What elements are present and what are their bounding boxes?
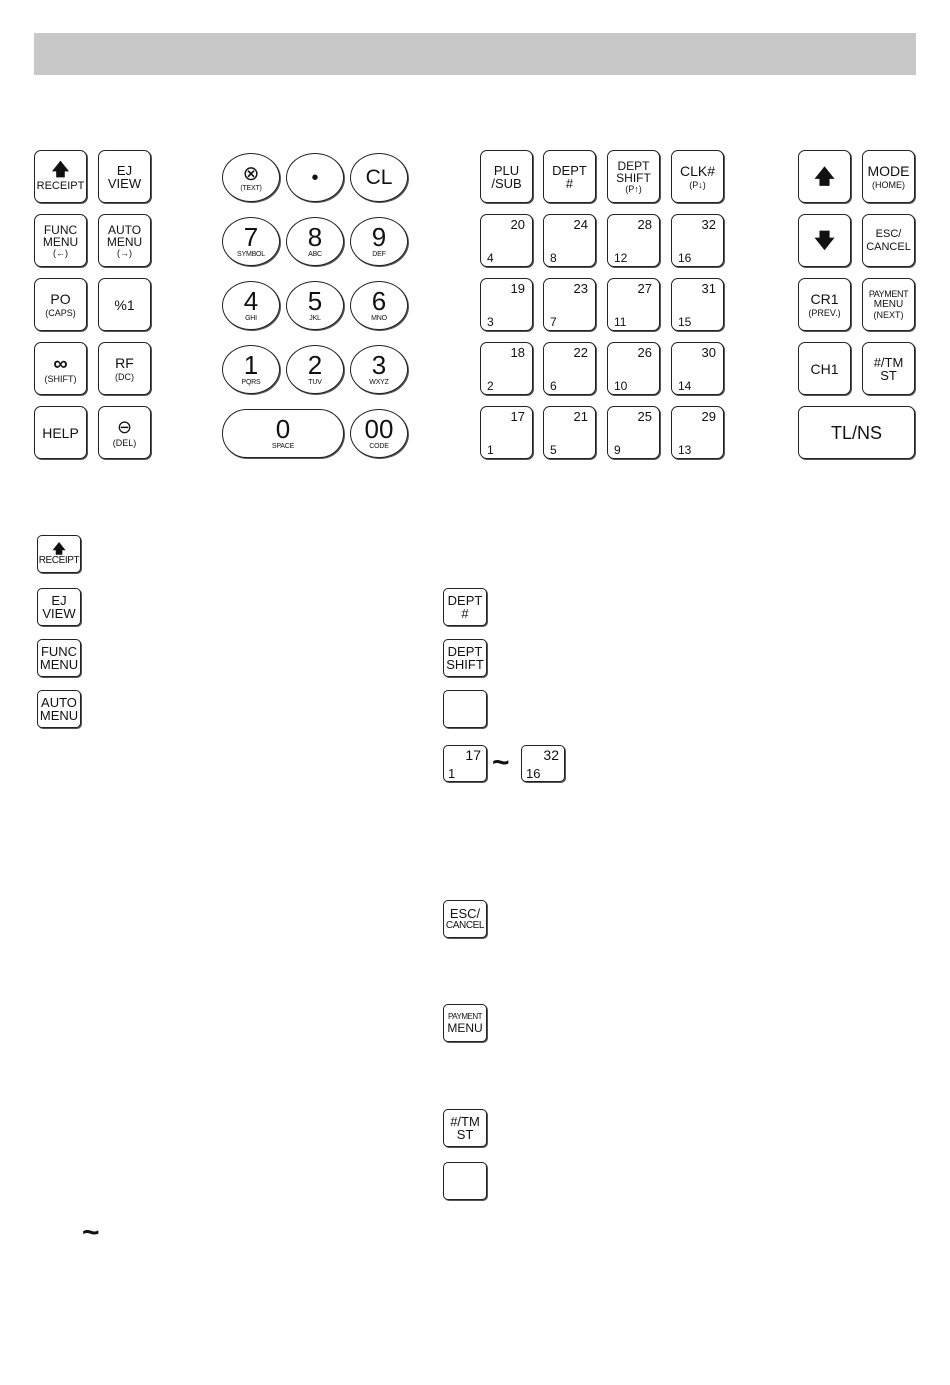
key-sublabel: (DC) <box>115 371 134 382</box>
up-arrow-icon: 🡅 <box>51 160 70 179</box>
dept-lower-number: 14 <box>678 379 692 393</box>
circled-x-icon: ⊗ <box>242 162 260 185</box>
key-label: SHIFT <box>616 170 651 185</box>
key-2[interactable] <box>286 345 344 394</box>
minus-circle-icon: ⊖ <box>116 416 133 437</box>
key-sublabel: (P↑) <box>625 183 642 194</box>
up-arrow-icon: 🡅 <box>814 165 835 188</box>
header-bar <box>34 33 916 75</box>
legend-ej-view-key <box>37 588 81 626</box>
dept-upper-number: 27 <box>637 281 652 296</box>
key-label: CH1 <box>810 360 839 377</box>
legend-dept-key-first <box>443 745 487 782</box>
key-label: MODE <box>867 162 910 179</box>
dept-lower-number: 5 <box>550 443 557 457</box>
key-digit: 0 <box>275 414 291 445</box>
key-label: RECEIPT <box>36 180 85 192</box>
legend-auto-menu-key <box>37 690 81 728</box>
dept-shift-key[interactable] <box>607 150 660 203</box>
func-menu-key[interactable] <box>34 214 87 267</box>
key-label: AUTO <box>107 222 142 237</box>
key-00[interactable] <box>350 409 408 458</box>
dept-lower-number: 13 <box>678 443 692 457</box>
rf-key[interactable] <box>98 342 151 395</box>
key-sublabel: ABC <box>308 250 322 258</box>
dept-key[interactable] <box>671 342 724 395</box>
key-label: VIEW <box>42 606 76 621</box>
receipt-key[interactable] <box>34 150 87 203</box>
po-key[interactable] <box>34 278 87 331</box>
key-label: CANCEL <box>445 920 485 931</box>
legend-tilde: ~ <box>82 1216 100 1249</box>
key-5[interactable] <box>286 281 344 330</box>
key-label: VIEW <box>107 175 142 191</box>
key-label: PAYMENT <box>448 1011 482 1021</box>
dept-lower-number: 3 <box>487 315 494 329</box>
key-label: # <box>565 175 574 191</box>
dept-key[interactable] <box>480 214 533 267</box>
key-label: ST <box>456 1127 474 1142</box>
tm-st-key[interactable] <box>862 342 915 395</box>
dept-upper-number: 30 <box>701 345 716 360</box>
key-label: FUNC <box>40 644 78 659</box>
dept-key[interactable] <box>480 342 533 395</box>
minus-key[interactable] <box>98 406 151 459</box>
dept-upper-number: 18 <box>510 345 525 360</box>
dept-num-key[interactable] <box>543 150 596 203</box>
dept-upper-number: 24 <box>573 217 588 232</box>
dept-upper-number: 32 <box>543 747 559 763</box>
key-label: CR1 <box>810 290 839 307</box>
dept-key[interactable] <box>543 406 596 459</box>
key-sublabel: (DEL) <box>112 437 137 448</box>
dept-upper-number: 29 <box>701 409 716 424</box>
key-sublabel: (CAPS) <box>45 307 76 318</box>
dept-lower-number: 1 <box>448 766 456 781</box>
key-digit: 8 <box>307 222 323 253</box>
dept-lower-number: 8 <box>550 251 557 265</box>
key-label: MENU <box>873 298 904 310</box>
dept-key[interactable] <box>671 214 724 267</box>
dept-key[interactable] <box>607 214 660 267</box>
dept-upper-number: 31 <box>701 281 716 296</box>
key-digit: 5 <box>307 286 323 317</box>
key-label: MENU <box>106 234 143 249</box>
legend-blank-key <box>443 690 487 728</box>
ej-view-key[interactable] <box>98 150 151 203</box>
key-label: SHIFT <box>446 657 484 672</box>
down-arrow-icon: 🡇 <box>814 229 835 252</box>
key-label: #/TM <box>450 1114 480 1129</box>
key-sublabel: (PREV.) <box>808 307 841 318</box>
key-label: MENU <box>42 234 79 249</box>
key-label: DEPT <box>447 593 483 608</box>
cl-key[interactable] <box>350 153 408 202</box>
dot-icon: • <box>311 166 319 189</box>
key-1[interactable] <box>222 345 280 394</box>
key-sublabel: SPACE <box>271 442 295 450</box>
key-digit: 3 <box>371 350 387 381</box>
dept-lower-number: 16 <box>678 251 692 265</box>
cr1-key[interactable] <box>798 278 851 331</box>
help-key[interactable] <box>34 406 87 459</box>
key-digit: 2 <box>307 350 323 381</box>
key-label: DEPT <box>617 158 650 173</box>
key-label: CLK# <box>679 162 716 179</box>
dept-upper-number: 28 <box>637 217 652 232</box>
key-label: EJ <box>51 593 67 608</box>
key-8[interactable] <box>286 217 344 266</box>
infinity-icon: ∞ <box>53 352 68 375</box>
dept-key[interactable] <box>543 214 596 267</box>
auto-menu-key[interactable] <box>98 214 151 267</box>
dept-key[interactable] <box>480 278 533 331</box>
shift-key[interactable] <box>34 342 87 395</box>
dept-lower-number: 10 <box>614 379 628 393</box>
key-7[interactable] <box>222 217 280 266</box>
key-label: PLU <box>493 162 520 178</box>
key-label: DEPT <box>552 162 587 178</box>
up-arrow-icon: 🡅 <box>52 541 66 556</box>
legend-func-menu-key <box>37 639 81 677</box>
dept-key[interactable] <box>543 278 596 331</box>
key-label: AUTO <box>41 695 77 710</box>
dept-upper-number: 25 <box>637 409 652 424</box>
key-label: TL/NS <box>830 422 882 443</box>
key-label: MENU <box>39 708 79 723</box>
key-sublabel: PQRS <box>241 378 261 386</box>
key-label: MENU <box>447 1020 483 1035</box>
dept-upper-number: 20 <box>510 217 525 232</box>
key-0[interactable] <box>222 409 344 458</box>
tl-ns-key[interactable] <box>798 406 915 459</box>
key-sublabel: CODE <box>369 442 389 450</box>
key-sublabel: (HOME) <box>872 179 905 190</box>
clk-num-key[interactable] <box>671 150 724 203</box>
key-label: HELP <box>42 424 79 441</box>
dept-upper-number: 26 <box>637 345 652 360</box>
legend-dept-key-last <box>521 745 565 782</box>
key-label: CL <box>365 165 393 189</box>
dept-upper-number: 32 <box>701 217 716 232</box>
key-digit: 00 <box>364 414 394 445</box>
percent1-key[interactable] <box>98 278 151 331</box>
key-3[interactable] <box>350 345 408 394</box>
key-sublabel: SYMBOL <box>237 250 265 258</box>
legend-receipt-key <box>37 535 81 573</box>
key-label: DEPT <box>447 644 483 659</box>
dept-lower-number: 6 <box>550 379 557 393</box>
ch1-key[interactable] <box>798 342 851 395</box>
dept-key[interactable] <box>543 342 596 395</box>
key-sublabel: GHI <box>245 314 257 322</box>
key-sublabel: (←) <box>53 247 68 258</box>
key-label: PO <box>50 290 71 307</box>
key-label: CANCEL <box>866 240 911 253</box>
dept-lower-number: 1 <box>487 443 494 457</box>
legend-tilde: ~ <box>492 746 510 779</box>
esc-cancel-key[interactable] <box>862 214 915 267</box>
down-arrow-key[interactable] <box>798 214 851 267</box>
legend-dept-shift-key <box>443 639 487 677</box>
dot-key[interactable] <box>286 153 344 202</box>
mode-key[interactable] <box>862 150 915 203</box>
up-arrow-key[interactable] <box>798 150 851 203</box>
key-digit: 9 <box>371 222 387 253</box>
key-label: ESC/ <box>449 906 481 921</box>
key-9[interactable] <box>350 217 408 266</box>
key-sublabel: (P↓) <box>689 179 706 190</box>
key-digit: 7 <box>243 222 259 253</box>
key-sublabel: MNO <box>371 314 387 322</box>
key-sublabel: (SHIFT) <box>44 373 77 384</box>
key-label: ESC/ <box>875 227 902 240</box>
legend-tm-st-key <box>443 1109 487 1147</box>
key-label: PAYMENT <box>868 288 909 299</box>
dept-lower-number: 12 <box>614 251 628 265</box>
dept-key[interactable] <box>607 406 660 459</box>
dept-key[interactable] <box>480 406 533 459</box>
legend-dept-num-key <box>443 588 487 626</box>
key-sublabel: TUV <box>308 378 322 386</box>
dept-upper-number: 19 <box>510 281 525 296</box>
dept-upper-number: 17 <box>510 409 525 424</box>
key-digit: 6 <box>371 286 387 317</box>
dept-key[interactable] <box>607 278 660 331</box>
key-label: MENU <box>39 657 79 672</box>
legend-esc-cancel-key <box>443 900 487 938</box>
key-sublabel: WXYZ <box>369 378 389 386</box>
key-sublabel: (NEXT) <box>873 309 904 320</box>
dept-lower-number: 9 <box>614 443 621 457</box>
key-digit: 1 <box>243 350 259 381</box>
dept-upper-number: 17 <box>465 747 481 763</box>
dept-lower-number: 11 <box>614 315 627 329</box>
dept-key[interactable] <box>671 278 724 331</box>
payment-menu-key[interactable] <box>862 278 915 331</box>
key-label: EJ <box>116 162 133 178</box>
dept-key[interactable] <box>607 342 660 395</box>
legend-payment-menu-key <box>443 1004 487 1042</box>
dept-lower-number: 7 <box>550 315 557 329</box>
key-label: /SUB <box>491 175 522 191</box>
dept-lower-number: 16 <box>526 766 541 781</box>
key-sublabel: (TEXT) <box>240 184 262 192</box>
key-sublabel: JKL <box>309 314 321 322</box>
key-label: #/TM <box>873 354 904 370</box>
dept-upper-number: 23 <box>573 281 588 296</box>
dept-lower-number: 4 <box>487 251 494 265</box>
text-key[interactable] <box>222 153 280 202</box>
key-label: %1 <box>114 296 135 313</box>
dept-lower-number: 2 <box>487 379 494 393</box>
key-sublabel: DEF <box>372 250 386 258</box>
key-label: RF <box>115 354 134 371</box>
key-label: # <box>461 606 469 621</box>
key-4[interactable] <box>222 281 280 330</box>
key-digit: 4 <box>243 286 259 317</box>
dept-upper-number: 21 <box>573 409 588 424</box>
legend-blank-key <box>443 1162 487 1200</box>
dept-upper-number: 22 <box>573 345 588 360</box>
key-label: RECEIPT <box>38 555 80 566</box>
dept-key[interactable] <box>671 406 724 459</box>
plu-sub-key[interactable] <box>480 150 533 203</box>
key-label: ST <box>880 367 897 383</box>
key-6[interactable] <box>350 281 408 330</box>
dept-lower-number: 15 <box>678 315 692 329</box>
key-label: FUNC <box>43 222 78 237</box>
key-sublabel: (→) <box>117 247 132 258</box>
